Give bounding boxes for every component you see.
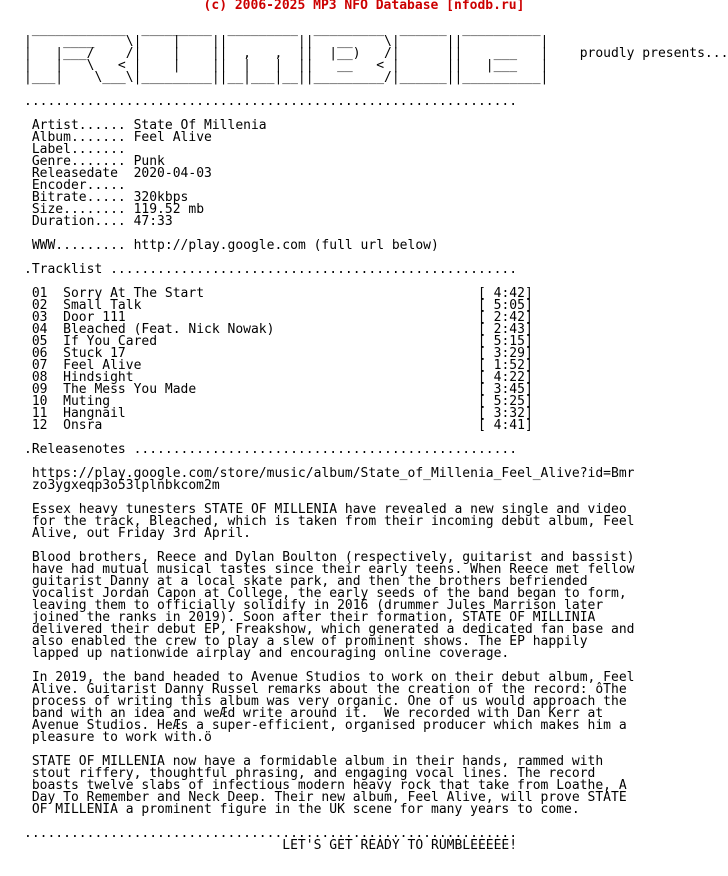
logo-line: | | \ < | | || | | || __ < | || |___ | xyxy=(24,58,549,73)
track-duration: 2:43 xyxy=(493,322,525,337)
release-note-line: have had mutual musical tastes since their early teens. When Reece met fellow xyxy=(24,562,635,577)
release-note-line: STATE OF MILLENIA now have a formidable album in their hands, rammed with xyxy=(24,754,604,769)
track-duration: 5:25 xyxy=(493,394,525,409)
track-row: 08 Hindsight [ 4:22] xyxy=(24,370,533,385)
info-value: 119.52 mb xyxy=(133,202,205,217)
track-number: 01 xyxy=(24,286,64,301)
track-title: The Mess You Made xyxy=(63,382,197,397)
release-note-line: Day To Remember and Neck Deep. Their new album, Feel Alive, will prove STATE xyxy=(24,790,627,805)
track-duration: 3:45 xyxy=(493,382,525,397)
track-title: Door 111 xyxy=(63,310,126,325)
nfodb-credit[interactable]: (c) 2006-2025 MP3 NFO Database [nfodb.ru] xyxy=(203,0,525,13)
track-duration: 2:42 xyxy=(493,310,525,325)
info-key: Encoder..... xyxy=(24,178,134,193)
separator: ............................................................... xyxy=(24,94,518,109)
track-duration: 4:41 xyxy=(493,418,525,433)
logo-line: | ____ \| | || || __ \| || | xyxy=(24,34,549,49)
track-title: Bleached (Feat. Nick Nowak) xyxy=(63,322,275,337)
release-note-line: joined the ranks in 2019). Soon after their formation, STATE OF MILLINIA xyxy=(24,610,596,625)
track-row: 01 Sorry At The Start [ 4:42] xyxy=(24,286,533,301)
track-duration: 4:42 xyxy=(493,286,525,301)
track-number: 06 xyxy=(24,346,64,361)
track-row: 11 Hangnail [ 3:32] xyxy=(24,406,533,421)
info-value: State Of Millenia xyxy=(133,118,267,133)
track-row: 02 Small Talk [ 5:05] xyxy=(24,298,533,313)
footer-tagline: LET'S GET READY TO RUMBLEEEEE! xyxy=(24,838,518,853)
track-row: 03 Door 111 [ 2:42] xyxy=(24,310,533,325)
proudly-presents: proudly presents... xyxy=(548,46,728,61)
release-note-line: Essex heavy tunesters STATE OF MILLENIA have revealed a new single and video xyxy=(24,502,627,517)
track-row: 09 The Mess You Made [ 3:45] xyxy=(24,382,533,397)
tracklist-heading: .Tracklist .................................................... xyxy=(24,262,518,277)
track-row: 04 Bleached (Feat. Nick Nowak) [ 2:43] xyxy=(24,322,533,337)
info-row-www xyxy=(24,238,439,253)
track-duration: 5:05 xyxy=(493,298,525,313)
track-title: If You Cared xyxy=(63,334,158,349)
track-row: 10 Muting [ 5:25] xyxy=(24,394,533,409)
info-key: Releasedate xyxy=(24,166,134,181)
track-number: 04 xyxy=(24,322,64,337)
info-value: 2020-04-03 xyxy=(133,166,212,181)
release-note-line: process of writing this album was very organic. One of us would approach the xyxy=(24,694,627,709)
track-title: Muting xyxy=(63,394,111,409)
track-title: Feel Alive xyxy=(63,358,142,373)
info-key: Album....... xyxy=(24,130,134,145)
track-row: 06 Stuck 17 [ 3:29] xyxy=(24,346,533,361)
release-note-line: for the track, Bleached, which is taken from their incoming debut album, Feel xyxy=(24,514,635,529)
release-note-line: OF MILLENIA a prominent figure in the UK scene for many years to come. xyxy=(24,802,580,817)
nfo-text xyxy=(24,12,728,852)
track-title: Onsra xyxy=(63,418,103,433)
track-duration: 5:15 xyxy=(493,334,525,349)
logo-line: |___| \___\|_________||__|___|__||_________/|______||__________| xyxy=(24,70,549,85)
release-note-line: delivered their debut EP, Freakshow, which generated a dedicated fan base and xyxy=(24,622,635,637)
track-number: 08 xyxy=(24,370,64,385)
release-note-line: lapped up nationwide airplay and encouraging online coverage. xyxy=(24,646,510,661)
release-note-line: leaving them to officially solidify in 2016 (drummer Jules Marrison later xyxy=(24,598,604,613)
track-number: 12 xyxy=(24,418,64,433)
separator: ............................................................... xyxy=(24,826,518,841)
release-note-line: stout riffery, thoughtful phrasing, and engaging vocal lines. The record xyxy=(24,766,596,781)
track-duration: 3:29 xyxy=(493,346,525,361)
track-title: Hindsight xyxy=(63,370,134,385)
track-number: 07 xyxy=(24,358,64,373)
release-note-line: guitarist Danny at a local skate park, and then the brothers befriended xyxy=(24,574,588,589)
track-number: 10 xyxy=(24,394,64,409)
track-duration: 4:22 xyxy=(493,370,525,385)
release-note-line: pleasure to work with.ö xyxy=(24,730,212,745)
info-value: 47:33 xyxy=(133,214,173,229)
release-note-line: In 2019, the band headed to Avenue Studios to work on their debut album, Feel xyxy=(24,670,635,685)
logo-line: ____________ _________ _________ _________ ______ __________ xyxy=(24,22,541,37)
release-note-line: Avenue Studios. HeÆs a super-efficient, organised producer which makes him a xyxy=(24,718,627,733)
info-value: Feel Alive xyxy=(133,130,212,145)
info-row xyxy=(24,214,173,229)
info-value: Punk xyxy=(133,154,165,169)
releasenotes-heading: .Releasenotes ................................................. xyxy=(24,442,518,457)
track-number: 11 xyxy=(24,406,64,421)
release-note-line: vocalist Jordan Capon at College, the early seeds of the band began to form, xyxy=(24,586,627,601)
release-note-line: Blood brothers, Reece and Dylan Boulton (respectively, guitarist and bassist) xyxy=(24,550,635,565)
track-duration: 3:32 xyxy=(493,406,525,421)
track-number: 03 xyxy=(24,310,64,325)
track-number: 05 xyxy=(24,334,64,349)
track-number: 09 xyxy=(24,382,64,397)
release-url[interactable]: zo3ygxeqp3o53lplnbkcom2m xyxy=(24,478,220,493)
logo-line: | |___/ /| | || , , || |__) /| || ___ | xyxy=(24,46,549,61)
track-duration: 1:52 xyxy=(493,358,525,373)
info-value: 320kbps xyxy=(133,190,189,205)
www-value: http://play.google.com (full url below) xyxy=(133,238,439,253)
info-key: Bitrate..... xyxy=(24,190,134,205)
track-row: 07 Feel Alive [ 1:52] xyxy=(24,358,533,373)
release-note-line: Alive, out Friday 3rd April. xyxy=(24,526,251,541)
track-number: 02 xyxy=(24,298,64,313)
release-note-line: also enabled the crew to play a slew of prominent shows. The EP happily xyxy=(24,634,588,649)
track-title: Stuck 17 xyxy=(63,346,126,361)
info-key: Label....... xyxy=(24,142,134,157)
track-row: 12 Onsra [ 4:41] xyxy=(24,418,533,433)
release-note-line: band with an idea and weÆd write around it. We recorded with Dan Kerr at xyxy=(24,706,604,721)
release-note-line: boasts twelve slabs of infectious modern heavy rock that take from Loathe, A xyxy=(24,778,627,793)
www-key: WWW......... xyxy=(24,238,134,253)
info-key: Size........ xyxy=(24,202,134,217)
track-title: Sorry At The Start xyxy=(63,286,205,301)
release-note-line: Alive. Guitarist Danny Russel remarks about the creation of the record: ôThe xyxy=(24,682,627,697)
track-title: Hangnail xyxy=(63,406,126,421)
info-key: Duration.... xyxy=(24,214,134,229)
release-url[interactable]: https://play.google.com/store/music/album/State_of_Millenia_Feel_Alive?id=Bmr xyxy=(24,466,635,481)
track-row: 05 If You Cared [ 5:15] xyxy=(24,334,533,349)
info-key: Genre....... xyxy=(24,154,134,169)
track-title: Small Talk xyxy=(63,298,142,313)
info-key: Artist...... xyxy=(24,118,134,133)
